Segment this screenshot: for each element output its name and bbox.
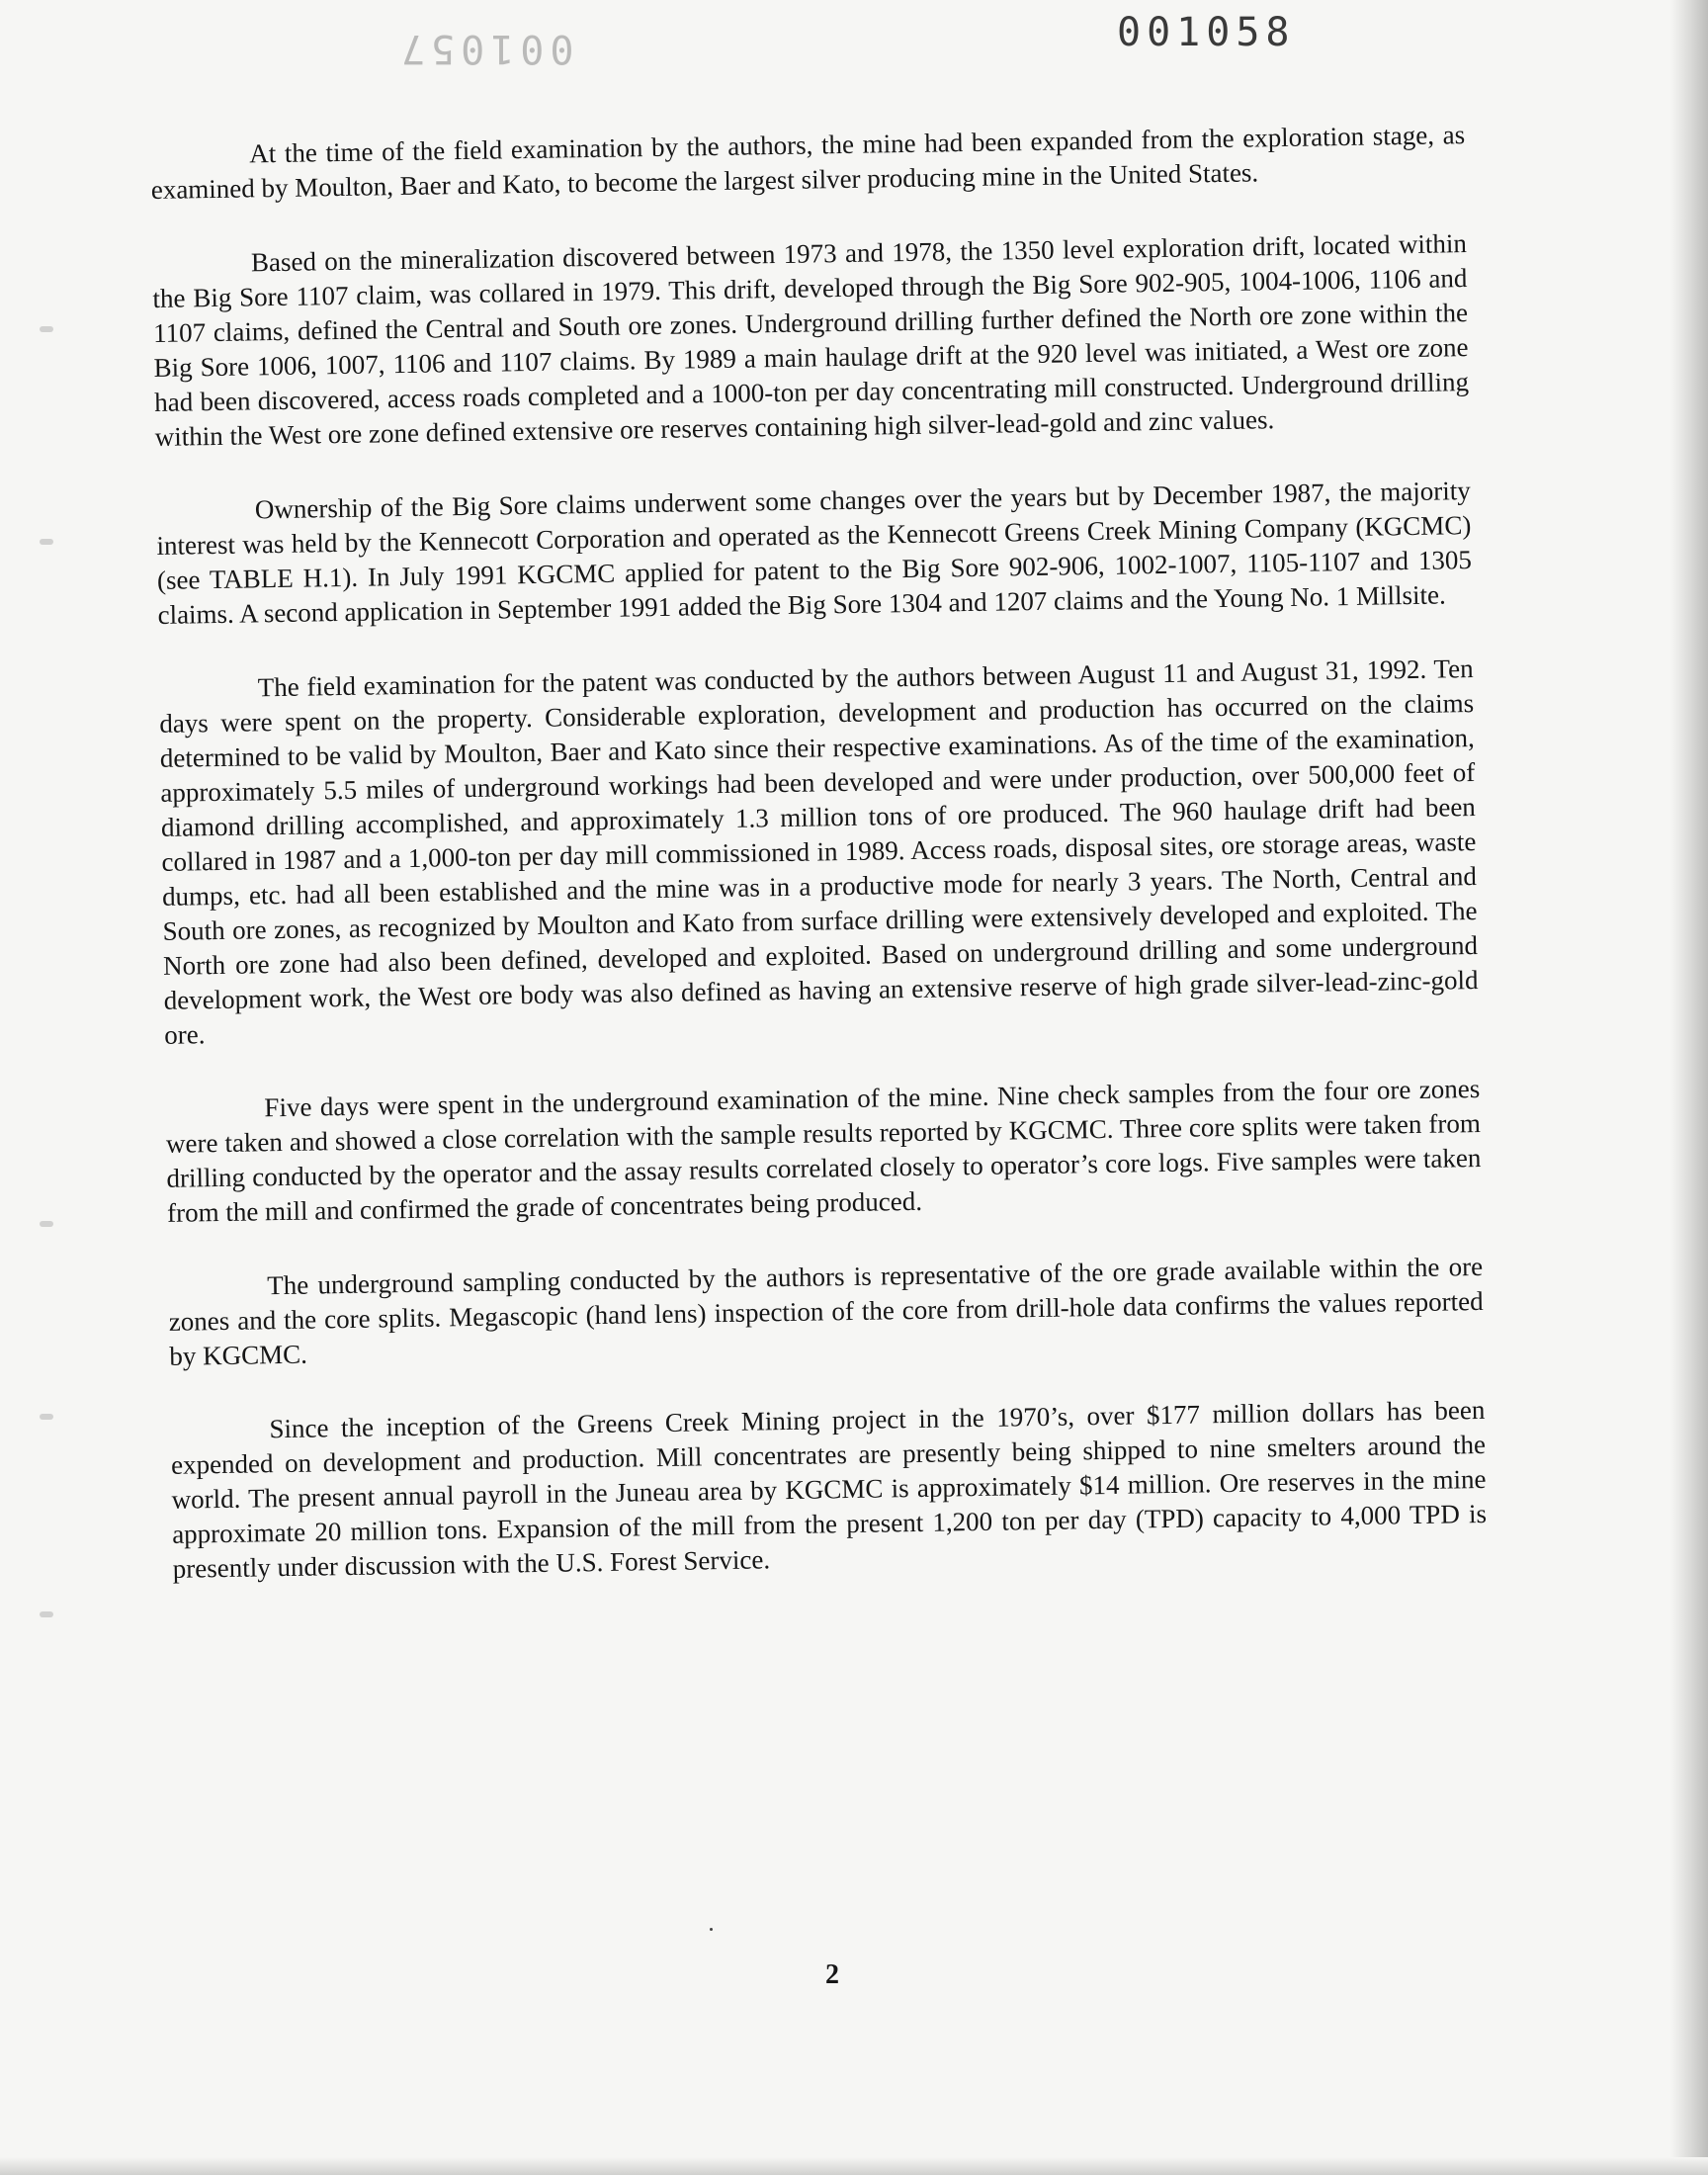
page-number: 2 xyxy=(825,1959,839,1990)
bates-stamp-number: 001058 xyxy=(1117,10,1296,55)
paragraph-2: Based on the mineralization discovered between 1973 and 1978, the 1350 level exploration drift, located within the Big Sore 1107 claim, was collared in 1979. This drift, developed through the Big Sore 902-905, 1004-1006, 1106 and 1107 claims, defined the Central and South ore zones. Underground drilling further defined the North ore zone within the Big Sore 1006, 1007, 1106 and 1107 claims. By 1989 a main haulage drift at the 920 level was initiated, a West ore zone had been discovered, access roads completed and a 1000-ton per day concentrating mill constructed. Underground drilling within the West ore zone defined extensive ore reserves containing high silver-lead-gold and zinc values. xyxy=(152,228,1470,452)
paragraph-1: At the time of the field examination by the authors, the mine had been expanded from the exploration stage, as examined by Moulton, Baer and Kato, to become the largest silver producing mine in the United States. xyxy=(150,120,1466,205)
binder-mark xyxy=(40,1414,53,1420)
scan-bottom-shadow xyxy=(0,2157,1708,2175)
paragraph-7: Since the inception of the Greens Creek Mining project in the 1970’s, over $177 million dollars has been expended on development and production. Mill concentrates are presently being shipped to nine smelters around the world. The present annual payroll in the Juneau area by KGCMC is approximately $14 million. Ore reserves in the mine approximate 20 million tons. Expansion of the mill from the present 1,200 ton per day (TPD) capacity to 4,000 TPD is presently under discussion with the U.S. Forest Service. xyxy=(170,1394,1488,1584)
bates-stamp-mirrored: 001057 xyxy=(395,26,574,71)
scan-edge-shadow xyxy=(1670,0,1708,2175)
binder-mark xyxy=(40,1221,53,1227)
paragraph-4: The field examination for the patent was conducted by the authors between August 11 and August 31, 1992. Ten days were spent on the property. Considerable exploration, development and production has occurred on the claims determined to be valid by Moulton, Baer and Kato since their respective examinations. As of the time of the examination, approximately 5.5 miles of underground workings had been developed and were under production, over 500,000 feet of diamond drilling accomplished, and approximately 1.3 million tons of ore produced. The 960 haulage drift had been collared in 1987 and a 1,000-ton per day mill commissioned in 1989. Access roads, disposal sites, ore storage areas, waste dumps, etc. had all been established and the mine was in a productive mode for nearly 3 years. The North, Central and South ore zones, as recognized by Moulton and Kato from surface drilling were extensively developed and exploited. The North ore zone had also been defined, developed and exploited. Based on underground drilling and some underground development work, the West ore body was also defined as having an extensive reserve of high grade silver-lead-zinc-gold ore. xyxy=(159,653,1479,1050)
paragraph-3: Ownership of the Big Sore claims underwent some changes over the years but by December 1987, the majority interest was held by the Kennecott Corporation and operated as the Kennecott Greens Creek Mining Company (KGCMC) (see TABLE H.1). In July 1991 KGCMC applied for patent to the Big Sore 902-906, 1002-1007, 1105-1107 and 1305 claims. A second application in September 1991 added the Big Sore 1304 and 1207 claims and the Young No. 1 Millsite. xyxy=(156,476,1473,630)
paragraph-5: Five days were spent in the underground examination of the mine. Nine check samples from the four ore zones were taken and showed a close correlation with the sample results reported by KGCMC. Three core splits were taken from drilling conducted by the operator and the assay results correlated closely to operator’s core logs. Five samples were taken from the mill and confirmed the grade of concentrates being produced. xyxy=(165,1073,1482,1228)
binder-mark xyxy=(40,1611,53,1617)
binder-mark xyxy=(40,326,53,332)
binder-mark xyxy=(40,539,53,545)
document-body xyxy=(150,118,1488,1626)
speck-mark xyxy=(710,1928,713,1931)
paragraph-6: The underground sampling conducted by the authors is representative of the ore grade available within the ore zones and the core splits. Megascopic (hand lens) inspection of the core from drill-hole data confirms the values reported by KGCMC. xyxy=(168,1251,1484,1371)
